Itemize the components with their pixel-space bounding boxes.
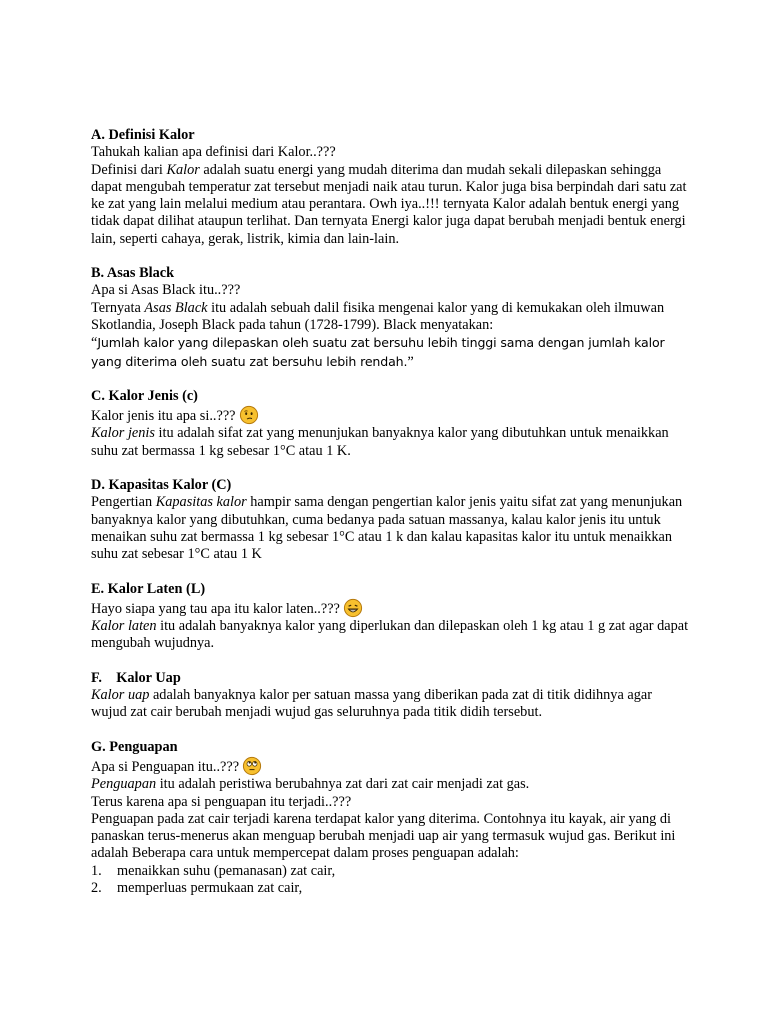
section-paragraph [91,618,691,653]
section-question [91,598,691,618]
paragraph-text: Pengertian [91,494,156,511]
question-text: Apa si Penguapan itu..??? [91,758,240,775]
italic-term: Kalor uap [91,687,150,704]
section-kapasitas-kalor [91,477,691,563]
question-text: Hayo siapa yang tau apa itu kalor laten..??? [91,600,340,617]
italic-term: Asas Black [144,299,208,316]
section-heading: D. Kapasitas Kalor (C) [91,477,232,494]
section-paragraph [91,776,691,793]
italic-term: Kalor [166,161,200,178]
italic-term: Penguapan [91,776,157,793]
list-text: menaikkan suhu (pemanasan) zat cair, [117,862,336,879]
quote-mark: “ [91,335,98,352]
paragraph-text: itu adalah peristiwa berubahnya zat dari zat cair menjadi zat gas. [156,776,530,793]
italic-term: Kalor laten [91,618,157,635]
section-asas-black [91,265,691,371]
section-penguapan [91,739,691,898]
question-text: Kalor jenis itu apa si..??? [91,408,236,425]
section-paragraph: Penguapan pada zat cair terjadi karena terdapat kalor yang diterima. Contohnya itu kayak, air yang di panaskan terus-menerus akan menguap berubah menjadi uap air yang termasuk wujud gas. Berikut ini adalah Beberapa cara untuk mempercepat dalam proses penguapan adalah: [91,810,676,862]
grinning-face-icon [343,598,363,618]
paragraph-text: itu adalah sebuah dalil fisika mengenai kalor yang di kemukakan oleh ilmuwan Skotlandia, Joseph Black pada tahun (1728-1799). Black menyatakan: [91,299,665,333]
section-paragraph [91,494,691,563]
paragraph-text: Ternyata [91,299,145,316]
paragraph-text: hampir sama dengan pengertian kalor jenis yaitu sifat zat yang menunjukan banyaknya kalor yang dibutuhkan, cuma bedanya pada satuan massanya, kalau kalor jenis itu untuk menaikan suhu zat bermassa 1 kg sebesar 1°C atau 1 k dan kalau kapasitas kalor itu untuk menaikkan suhu zat sebesar 1°C atau 1 K [91,494,683,563]
italic-term: Kalor jenis [91,425,155,442]
section-question: Terus karena apa si penguapan itu terjadi..??? [91,793,352,810]
section-kalor-jenis [91,388,691,460]
section-paragraph [91,162,691,248]
section-kalor-laten [91,581,691,653]
section-heading: F. Kalor Uap [91,669,181,686]
paragraph-text: Definisi dari [91,161,167,178]
section-heading: E. Kalor Laten (L) [91,580,206,597]
italic-term: Kapasitas kalor [155,494,247,511]
list-item [91,863,691,880]
document-content [91,127,691,914]
section-question [91,756,691,776]
rolling-eyes-face-icon [242,756,262,776]
section-question [91,405,691,425]
quote-text: Jumlah kalor yang dilepaskan oleh suatu zat bersuhu lebih tinggi sama dengan jumlah kalor yang diterima oleh suatu zat bersuhu lebih rendah. [91,335,665,369]
list-text: memperluas permukaan zat cair, [117,879,303,896]
section-heading: G. Penguapan [91,738,178,755]
section-paragraph [91,687,691,722]
quote-mark: ” [407,353,414,370]
paragraph-text: itu adalah banyaknya kalor yang diperlukan dan dilepaskan oleh 1 kg atau 1 g zat agar dapat mengubah wujudnya. [91,618,689,652]
section-question: Apa si Asas Black itu..??? [91,282,241,299]
list-item [91,880,691,897]
section-kalor-uap [91,670,691,722]
section-definisi-kalor [91,127,691,248]
section-heading: C. Kalor Jenis (c) [91,387,198,404]
thinking-face-icon [239,405,259,425]
section-heading: B. Asas Black [91,265,175,282]
section-paragraph [91,300,691,335]
paragraph-text: adalah suatu energi yang mudah diterima dan mudah sekali dilepaskan sehingga dapat mengubah temperatur zat tersebut menjadi naik atau turun. Kalor juga bisa berpindah dari satu zat ke zat yang lain melalui medium atau perantara. Owh iya..!!! ternyata Kalor adalah bentuk energi yang tidak dapat dilihat ataupun terlihat. Dan ternyata Energi kalor juga dapat berubah menjadi bentuk energi lain, seperti cahaya, gerak, listrik, kimia dan lain-lain. [91,161,687,247]
black-law-quote [91,334,691,371]
paragraph-text: itu adalah sifat zat yang menunjukan banyaknya kalor yang dibutuhkan untuk menaikkan suhu zat bermassa 1 kg sebesar 1°C atau 1 K. [91,425,669,459]
paragraph-text: adalah banyaknya kalor per satuan massa yang diberikan pada zat di titik didihnya agar wujud zat cair berubah menjadi wujud gas seluruhnya pada titik didih tersebut. [91,687,652,721]
section-question: Tahukah kalian apa definisi dari Kalor..??? [91,144,336,161]
list-number: 2. [91,879,102,896]
list-number: 1. [91,862,102,879]
section-paragraph [91,425,691,460]
section-heading: A. Definisi Kalor [91,127,195,143]
